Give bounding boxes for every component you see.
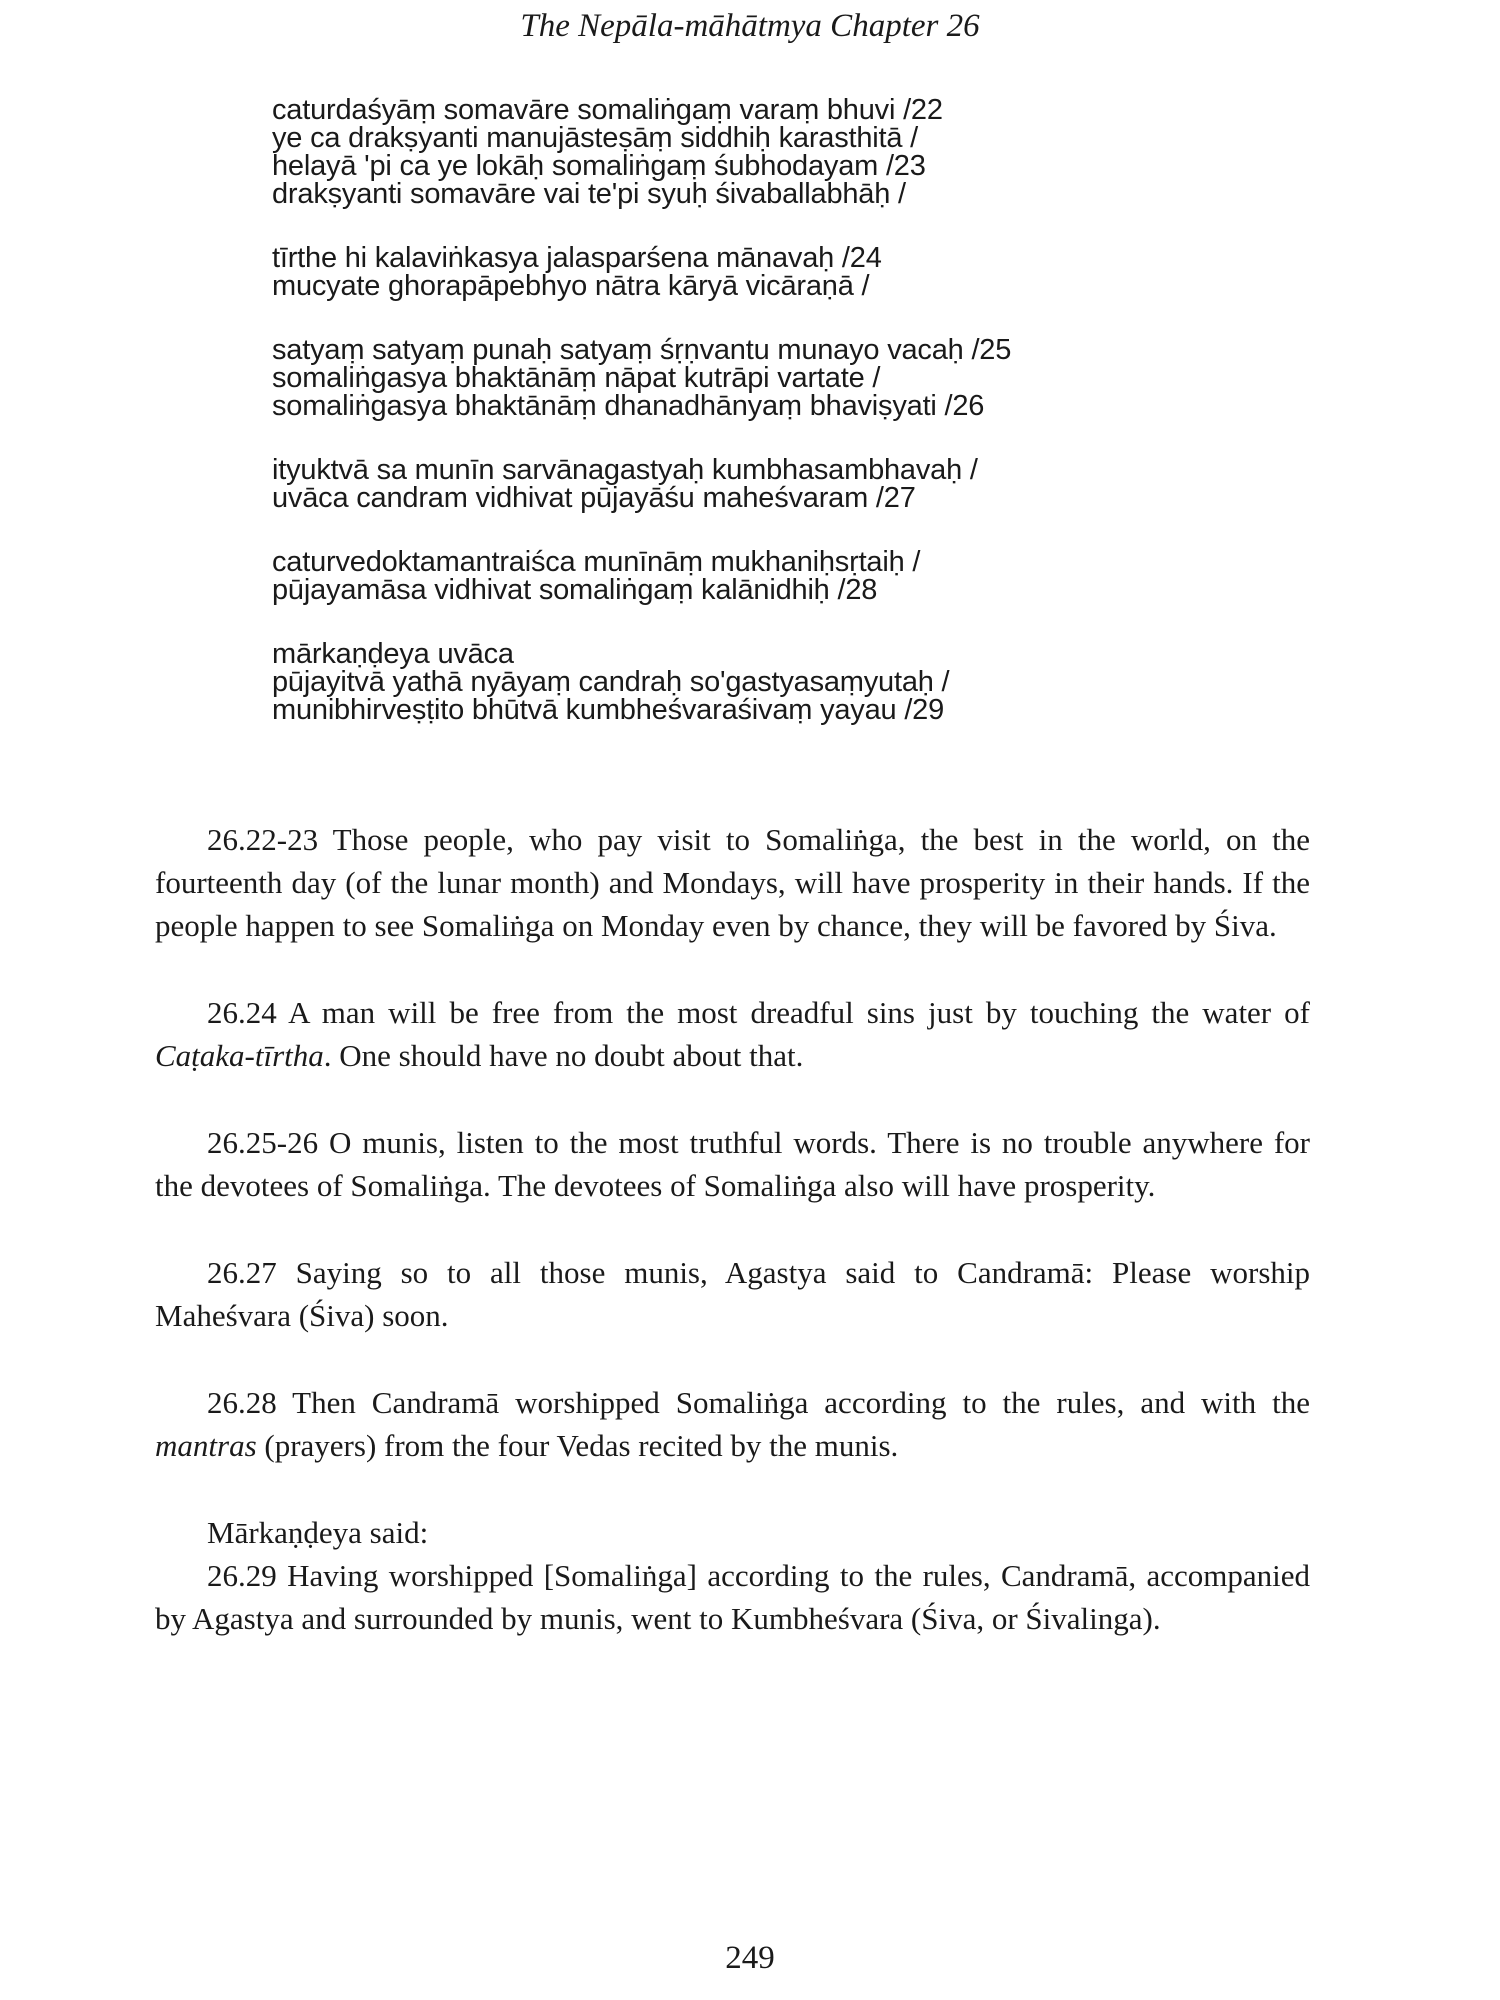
translation-paragraph-25-26: 26.25-26 O munis, listen to the most truthful words. There is no trouble anywhere for the devotees of Somaliṅga. The devotees of Somaliṅga also will have prosperity. — [155, 1125, 1310, 1203]
verse-line: munibhirveṣṭito bhūtvā kumbheśvaraśivaṃ yayau /29 — [272, 694, 945, 726]
verse-block-28 — [272, 548, 1272, 604]
verse-line: mucyate ghorapāpebhyo nātra kāryā vicāraṇā / — [272, 270, 870, 302]
translation-paragraph-22-23: 26.22-23 Those people, who pay visit to Somaliṅga, the best in the world, on the fourteenth day (of the lunar month) and Mondays, will have prosperity in their hands. If the people happen to see Somaliṅga on Monday even by chance, they will be favored by Śiva. — [155, 822, 1310, 943]
paragraph-text: . One should have no doubt about that. — [323, 1038, 804, 1073]
sanskrit-verses — [272, 96, 1272, 760]
translation-paragraph-28 — [155, 1381, 1310, 1467]
page-number: 249 — [725, 1940, 775, 1976]
verse-line: helayā 'pi ca ye lokāḥ somaliṅgaṃ śubhodayam /23 — [272, 150, 926, 182]
verse-line: caturdaśyāṃ somavāre somaliṅgaṃ varaṃ bhuvi /22 — [272, 94, 943, 126]
verse-line: caturvedoktamantraiśca munīnāṃ mukhaniḥsṛtaiḥ / — [272, 546, 921, 578]
translation-paragraph-24 — [155, 991, 1310, 1077]
paragraph-text: (prayers) from the four Vedas recited by the munis. — [256, 1428, 899, 1463]
verse-line: tīrthe hi kalaviṅkasya jalasparśena mānavaḥ /24 — [272, 242, 882, 274]
verse-block-27 — [272, 456, 1272, 512]
speaker-label: Mārkaṇḍeya said: — [207, 1515, 429, 1550]
verse-block-24 — [272, 244, 1272, 300]
italic-term: Caṭaka-tīrtha — [155, 1038, 324, 1073]
verse-block-22-23 — [272, 96, 1272, 208]
verse-line: somaliṅgasya bhaktānāṃ dhanadhānyaṃ bhaviṣyati /26 — [272, 390, 985, 422]
verse-block-25-26 — [272, 336, 1272, 420]
verse-line: pūjayitvā yathā nyāyaṃ candraḥ so'gastyasaṃyutaḥ / — [272, 666, 950, 698]
paragraph-text: 26.24 A man will be free from the most dreadful sins just by touching the water of — [207, 995, 1310, 1030]
verse-line: ityuktvā sa munīn sarvānagastyaḥ kumbhasambhavaḥ / — [272, 454, 978, 486]
verse-line: drakṣyanti somavāre vai te'pi syuḥ śivaballabhāḥ / — [272, 178, 906, 210]
verse-line: ye ca drakṣyanti manujāsteṣāṃ siddhiḥ karasthitā / — [272, 122, 919, 154]
verse-line: uvāca candram vidhivat pūjayāśu maheśvaram /27 — [272, 482, 916, 514]
verse-line: mārkaṇḍeya uvāca — [272, 638, 514, 670]
paragraph-text: 26.28 Then Candramā worshipped Somaliṅga according to the rules, and with the — [207, 1385, 1310, 1420]
verse-line: pūjayamāsa vidhivat somaliṅgaṃ kalānidhiḥ /28 — [272, 574, 878, 606]
translation-paragraph-29: 26.29 Having worshipped [Somaliṅga] according to the rules, Candramā, accompanied by Agastya and surrounded by munis, went to Kumbheśvara (Śiva, or Śivalinga). — [155, 1558, 1310, 1636]
english-translation — [155, 818, 1310, 1640]
italic-term: mantras — [155, 1428, 257, 1463]
verse-line: satyaṃ satyaṃ punaḥ satyaṃ śṛṇvantu munayo vacaḥ /25 — [272, 334, 1012, 366]
translation-paragraph-27: 26.27 Saying so to all those munis, Agastya said to Candramā: Please worship Maheśvara (Śiva) soon. — [155, 1255, 1310, 1333]
running-title: The Nepāla-māhātmya Chapter 26 — [520, 8, 980, 44]
verse-block-29 — [272, 640, 1272, 724]
verse-line: somaliṅgasya bhaktānāṃ nāpat kutrāpi vartate / — [272, 362, 881, 394]
